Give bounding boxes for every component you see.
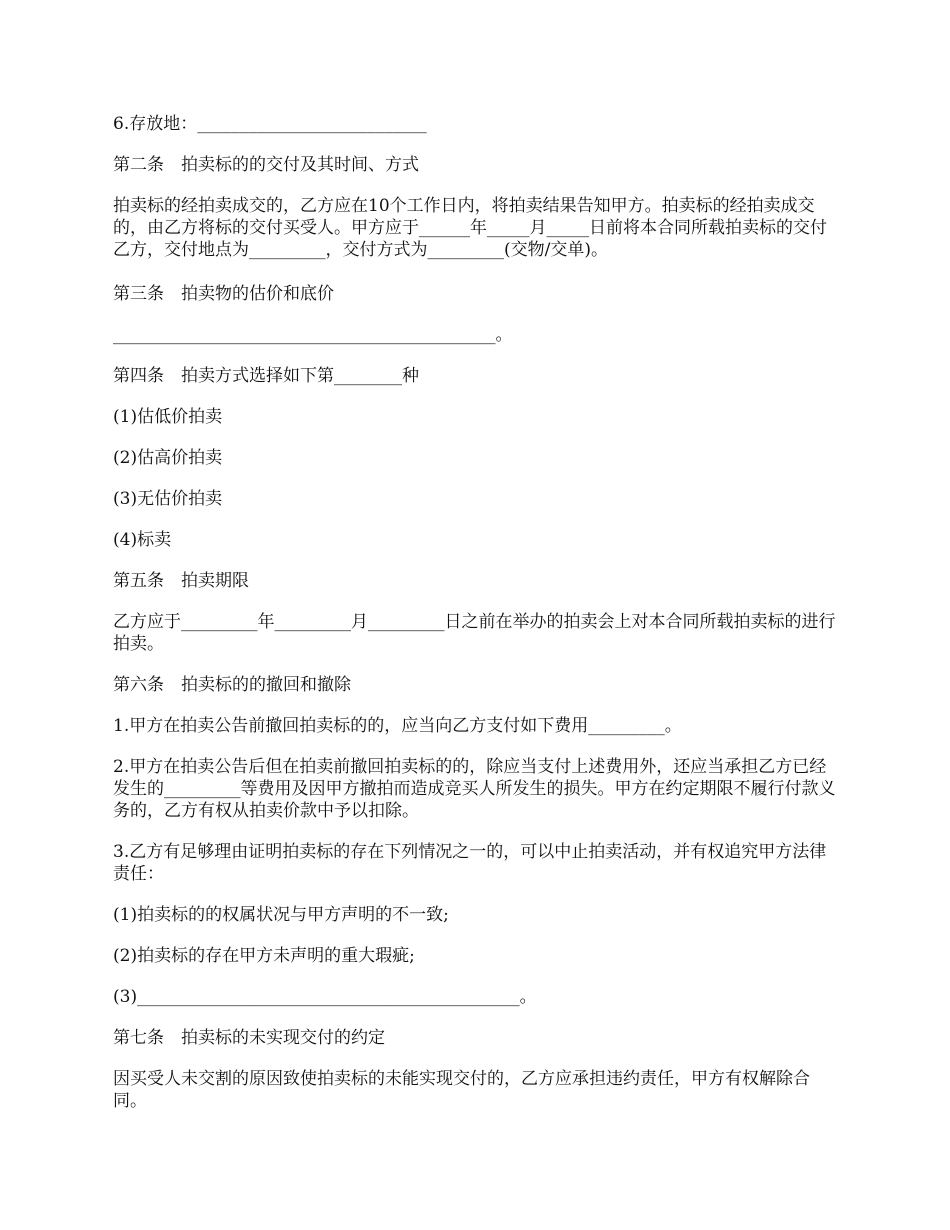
auction-method-option-1: (1)估低价拍卖 [113, 407, 223, 427]
article-2-body: 拍卖标的经拍卖成交的，乙方应在10个工作日内，将拍卖结果告知甲方。拍卖标的经拍卖成交的，由乙方将标的交付买受人。甲方应于______年_____月_____日前将本合同所载拍卖标的交付乙方，交付地点为_________，交付方式为_________(交物/交单)。 [113, 196, 827, 260]
article-7-body: 因买受人未交割的原因致使拍卖标的未能实现交付的，乙方应承担违约责任，甲方有权解除合同。 [113, 1069, 810, 1111]
article-3-blank-line: _____________________________________________。 [113, 325, 513, 345]
auction-method-option-2: (2)估高价拍卖 [113, 448, 223, 468]
article-6-clause-3: 3.乙方有足够理由证明拍卖标的存在下列情况之一的，可以中止拍卖活动，并有权追究甲方法律责任： [113, 842, 827, 884]
article-2-heading: 第二条 拍卖标的的交付及其时间、方式 [113, 155, 419, 175]
clause-3-item-3: (3)_____________________________________________。 [113, 987, 537, 1007]
auction-method-option-4: (4)标卖 [113, 530, 172, 550]
article-6-heading: 第六条 拍卖标的的撤回和撤除 [113, 675, 351, 695]
article-7-heading: 第七条 拍卖标的未实现交付的约定 [113, 1028, 385, 1048]
article-3-heading: 第三条 拍卖物的估价和底价 [113, 284, 334, 304]
clause-3-item-1: (1)拍卖标的的权属状况与甲方声明的不一致; [113, 905, 449, 925]
auction-method-option-3: (3)无估价拍卖 [113, 489, 223, 509]
article-4-heading: 第四条 拍卖方式选择如下第________种 [113, 366, 419, 386]
article-6-clause-2: 2.甲方在拍卖公告后但在拍卖前撤回拍卖标的的，除应当支付上述费用外，还应当承担乙方已经发生的_________等费用及因甲方撤拍而造成竞买人所发生的损失。甲方在约定期限不履行付款义务的，乙方有权从拍卖价款中予以扣除。 [113, 757, 836, 821]
article-6-clause-1: 1.甲方在拍卖公告前撤回拍卖标的的，应当向乙方支付如下费用_________。 [113, 716, 682, 736]
clause-3-item-2: (2)拍卖标的存在甲方未声明的重大瑕疵; [113, 946, 415, 966]
article-5-body: 乙方应于_________年_________月_________日之前在举办的拍卖会上对本合同所载拍卖标的进行拍卖。 [113, 612, 836, 654]
article-5-heading: 第五条 拍卖期限 [113, 571, 249, 591]
storage-location-line: 6.存放地：___________________________ [113, 114, 427, 134]
